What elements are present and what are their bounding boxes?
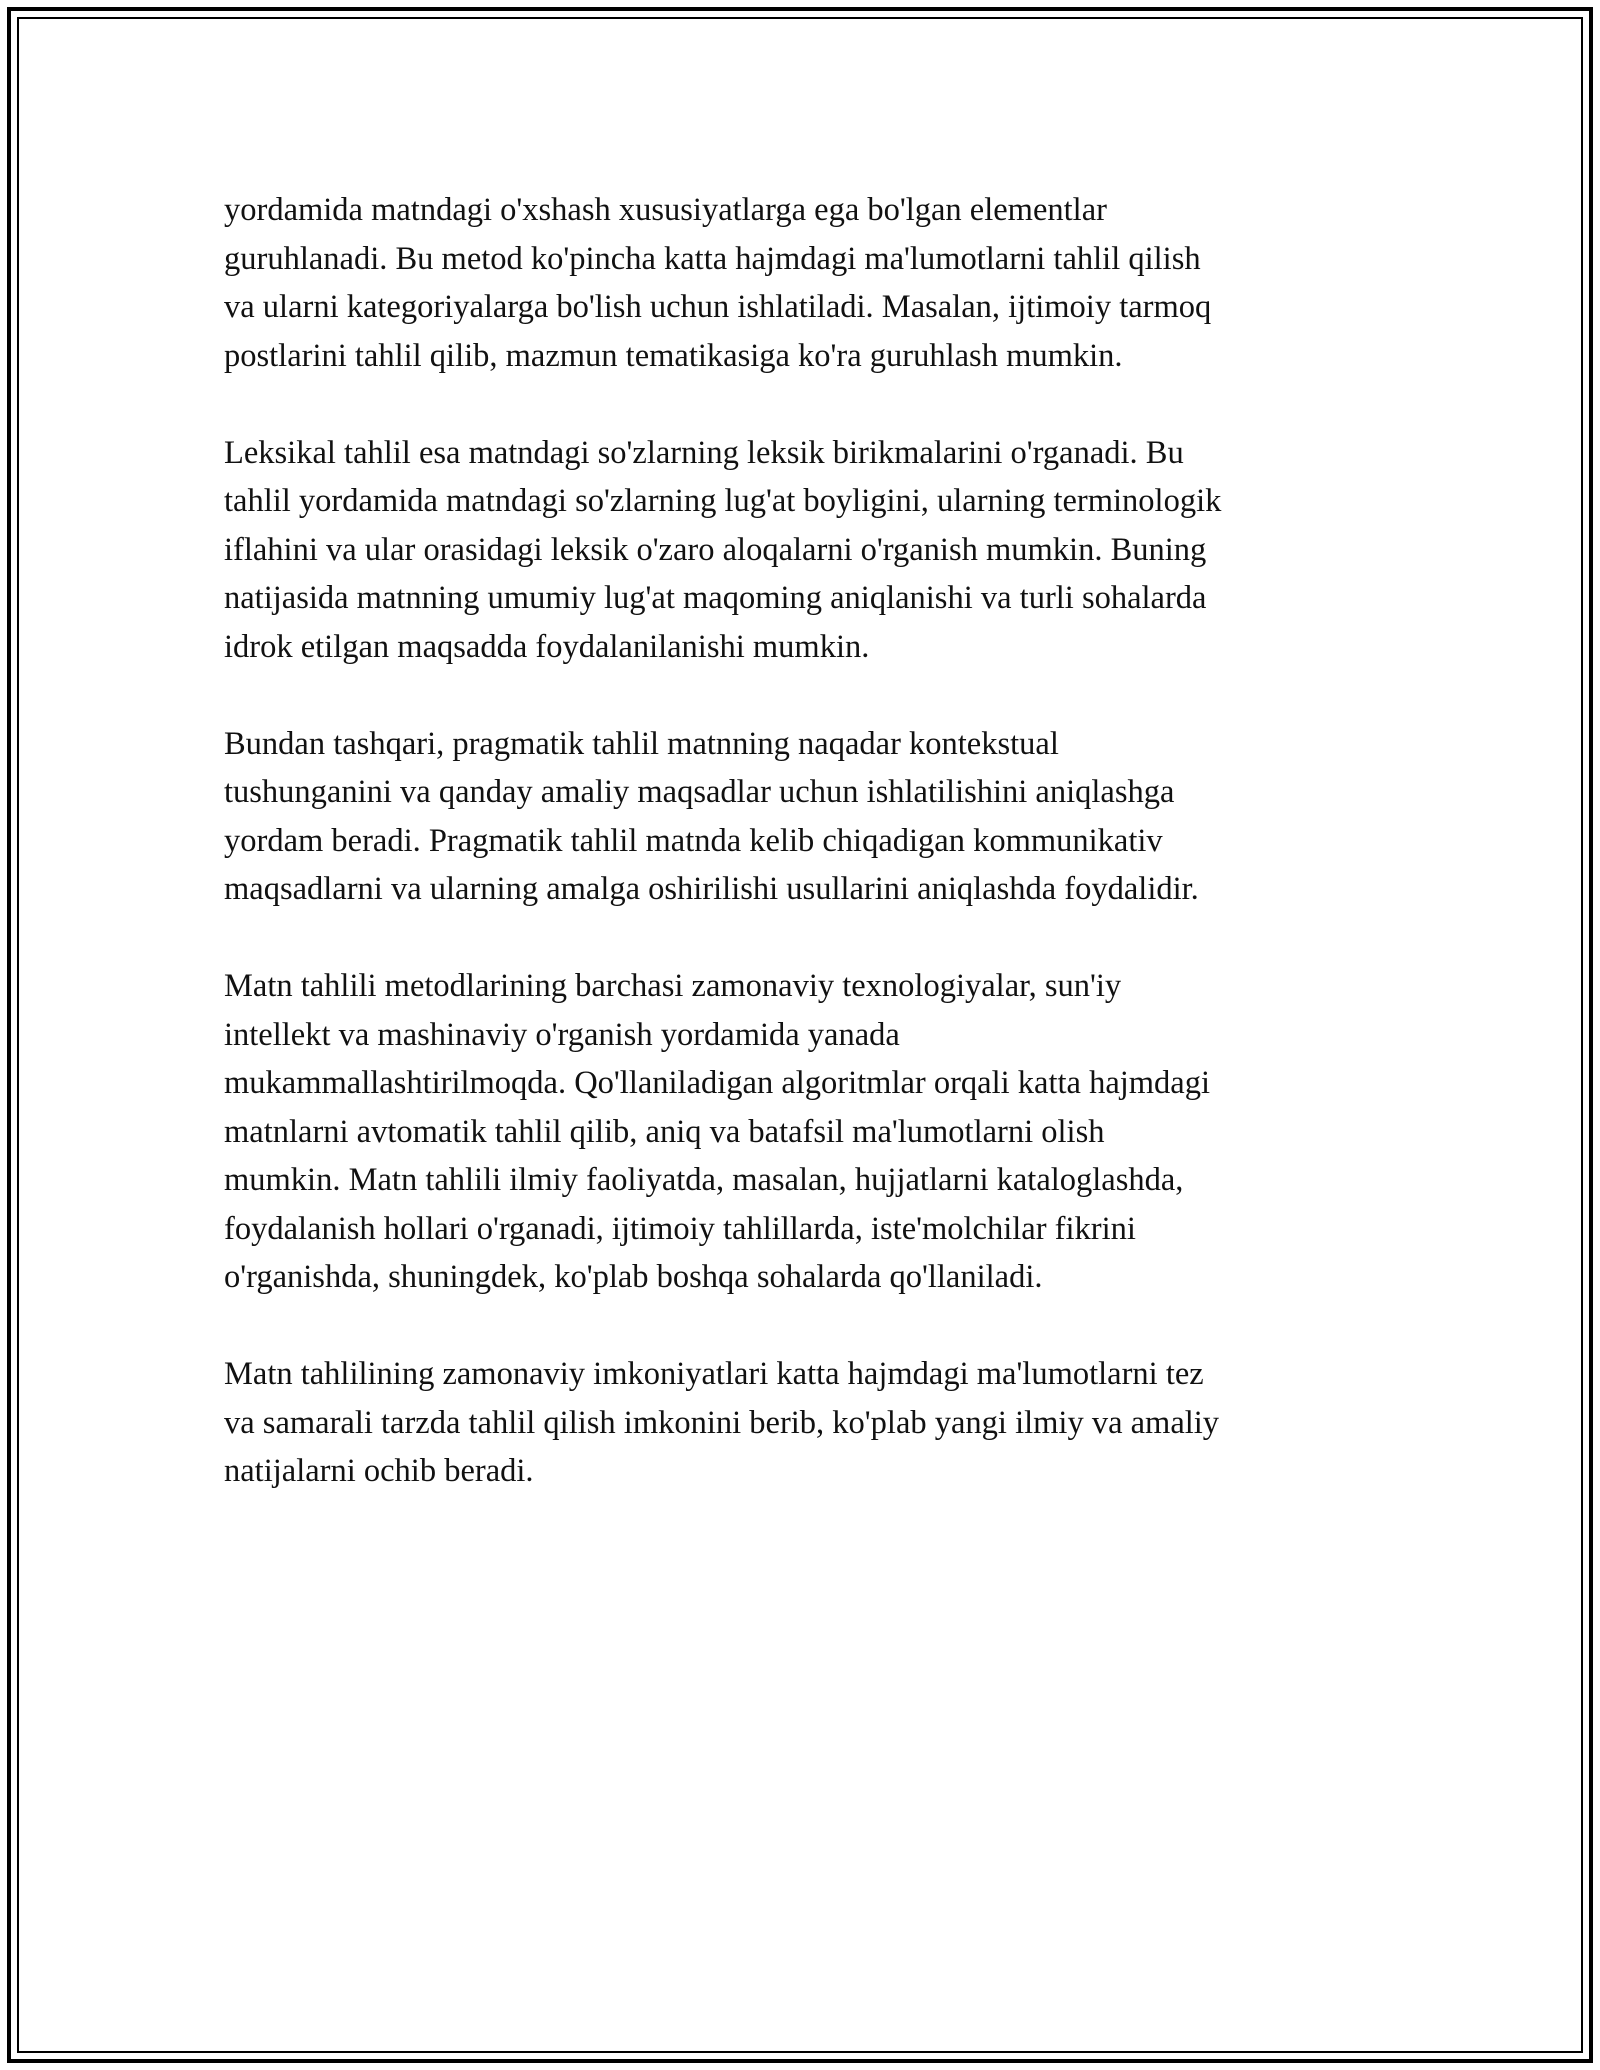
text-line: mumkin. Matn tahlili ilmiy faoliyatda, masalan, hujjatlarni kataloglashda, xyxy=(224,1162,1184,1198)
paragraph-2 xyxy=(224,429,1384,672)
text-line: foydalanish hollari o'rganadi, ijtimoiy tahlillarda, iste'molchilar fikrini xyxy=(224,1210,1136,1247)
text-line: idrok etilgan maqsadda foydalanilanishi mumkin. xyxy=(224,628,870,665)
text-line: iflahini va ular orasidagi leksik o'zaro aloqalarni o'rganish mumkin. Buning xyxy=(224,531,1207,568)
text-line: intellekt va mashinaviy o'rganish yordamida yanada xyxy=(224,1016,900,1053)
paragraph-5 xyxy=(224,1350,1384,1496)
paragraph-1 xyxy=(224,186,1384,380)
text-line: Matn tahlili metodlarining barchasi zamonaviy texnologiyalar, sun'iy xyxy=(224,968,1122,1004)
text-line: yordamida matndagi o'xshash xususiyatlarga ega bo'lgan elementlar xyxy=(224,192,1107,228)
text-line: Bundan tashqari, pragmatik tahlil matnning naqadar kontekstual xyxy=(224,725,1059,762)
text-line: mukammallashtirilmoqda. Qo'llaniladigan algoritmlar orqali katta hajmdagi xyxy=(224,1065,1211,1101)
text-line: Matn tahlilining zamonaviy imkoniyatlari katta hajmdagi ma'lumotlarni tez xyxy=(224,1356,1204,1392)
text-line: tahlil yordamida matndagi so'zlarning lug'at boyligini, ularning terminologik xyxy=(224,483,1222,519)
text-line: tushunganini va qanday amaliy maqsadlar uchun ishlatilishini aniqlashga xyxy=(224,774,1175,810)
text-line: natijalarni ochib beradi. xyxy=(224,1453,534,1489)
document-body xyxy=(224,186,1384,1544)
paragraph-4 xyxy=(224,962,1384,1302)
text-line: maqsadlarni va ularning amalga oshirilishi usullarini aniqlashda foydalidir. xyxy=(224,871,1199,907)
paragraph-3 xyxy=(224,720,1384,914)
text-line: natijasida matnning umumiy lug'at maqoming aniqlanishi va turli sohalarda xyxy=(224,580,1207,616)
text-line: guruhlanadi. Bu metod ko'pincha katta hajmdagi ma'lumotlarni tahlil qilish xyxy=(224,240,1201,277)
text-line: va samarali tarzda tahlil qilish imkonini berib, ko'plab yangi ilmiy va amaliy xyxy=(224,1404,1220,1441)
text-line: matnlarni avtomatik tahlil qilib, aniq va batafsil ma'lumotlarni olish xyxy=(224,1113,1105,1150)
text-line: Leksikal tahlil esa matndagi so'zlarning leksik birikmalarini o'rganadi. Bu xyxy=(224,434,1184,471)
text-line: o'rganishda, shuningdek, ko'plab boshqa sohalarda qo'llaniladi. xyxy=(224,1259,1043,1295)
text-line: yordam beradi. Pragmatik tahlil matnda kelib chiqadigan kommunikativ xyxy=(224,822,1163,859)
text-line: va ularni kategoriyalarga bo'lish uchun ishlatiladi. Masalan, ijtimoiy tarmoq xyxy=(224,289,1212,325)
text-line: postlarini tahlil qilib, mazmun tematikasiga ko'ra guruhlash mumkin. xyxy=(224,337,1123,374)
